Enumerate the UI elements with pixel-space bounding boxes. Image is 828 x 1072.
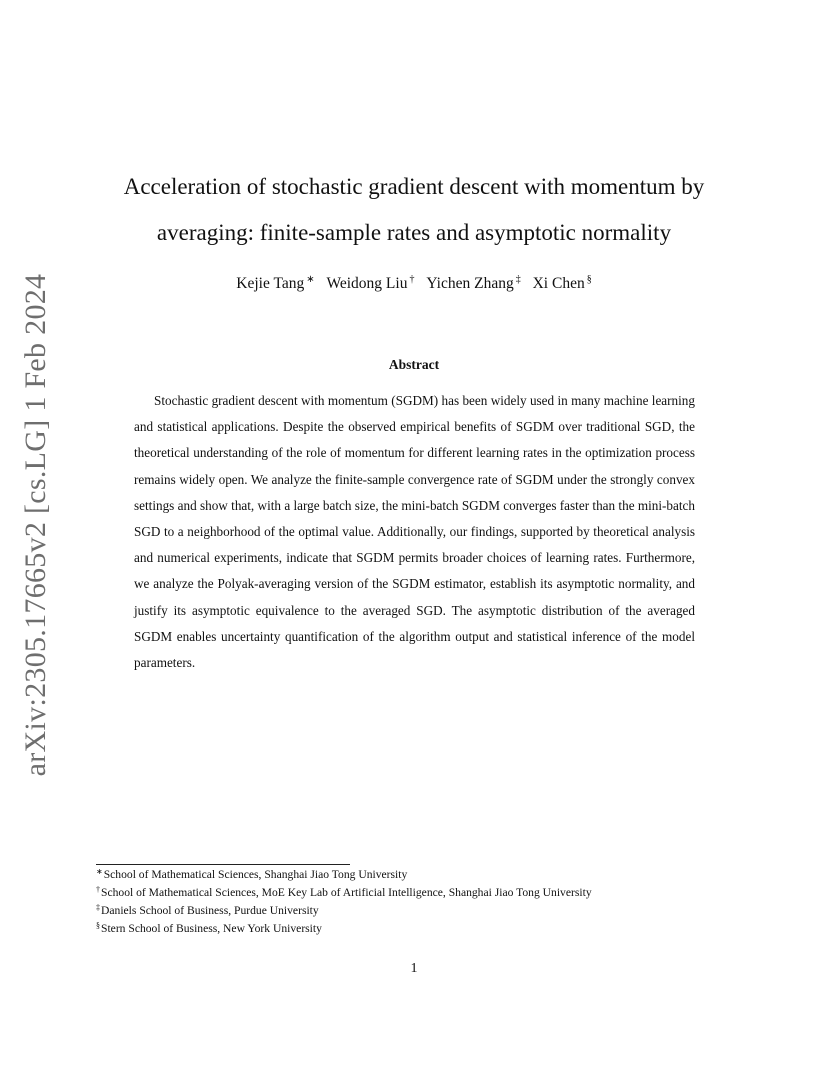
footnote-list: [96, 866, 736, 938]
arxiv-identifier-text: arXiv:2305.17665v2 [cs.LG] 1 Feb 2024: [19, 273, 52, 777]
author-footnote-mark: †: [409, 274, 415, 285]
footnote-mark: ∗: [96, 867, 103, 876]
footnote-mark: †: [96, 885, 100, 894]
abstract-text: Stochastic gradient descent with momentum (SGDM) has been widely used in many machine learning and statistical applications. Despite the observed empirical benefits of SGDM over traditional SGD, the theoretical understanding of the role of momentum for different learning rates in the optimization process remains widely open. We analyze the finite-sample convergence rate of SGDM under the strongly convex settings and show that, with a large batch size, the mini-batch SGDM converges faster than the mini-batch SGD to a neighborhood of the optimal value. Additionally, our findings, supported by theoretical analysis and numerical experiments, indicate that SGDM permits broader choices of learning rates. Furthermore, we analyze the Polyak-averaging version of the SGDM estimator, establish its asymptotic normality, and justify its asymptotic equivalence to the averaged SGD. The asymptotic distribution of the averaged SGDM enables uncertainty quantification of the algorithm output and statistical inference of the model parameters.: [134, 393, 695, 671]
page-number: 1: [410, 961, 418, 976]
author-name: Xi Chen: [532, 275, 585, 292]
footnote-divider: [96, 864, 350, 865]
footnote-2: [96, 884, 736, 902]
footnote-text: School of Mathematical Sciences, MoE Key Lab of Artificial Intelligence, Shanghai Jiao Tong University: [101, 886, 592, 899]
author-name: Kejie Tang: [236, 275, 305, 292]
author-footnote-mark: ‡: [515, 274, 521, 285]
author-footnote-mark: §: [586, 274, 592, 285]
author-1: [236, 275, 314, 292]
author-footnote-mark: ∗: [306, 274, 315, 285]
footnote-text: Daniels School of Business, Purdue University: [101, 904, 319, 917]
author-list: [90, 273, 738, 295]
footnote-text: School of Mathematical Sciences, Shanghai Jiao Tong University: [103, 868, 408, 881]
author-3: [426, 275, 520, 292]
footnote-mark: §: [96, 921, 100, 930]
footnote-3: [96, 902, 736, 920]
author-name: Weidong Liu: [326, 275, 408, 292]
footnote-4: [96, 920, 736, 938]
author-4: [533, 275, 592, 292]
author-2: [326, 275, 414, 292]
paper-title: Acceleration of stochastic gradient descent with momentum by averaging: finite-sample rates and asymptotic normality: [123, 174, 705, 245]
author-name: Yichen Zhang: [426, 275, 514, 292]
footnote-text: Stern School of Business, New York University: [101, 922, 322, 935]
footnote-1: [96, 866, 736, 884]
footnote-mark: ‡: [96, 903, 100, 912]
abstract-heading: Abstract: [388, 357, 440, 372]
